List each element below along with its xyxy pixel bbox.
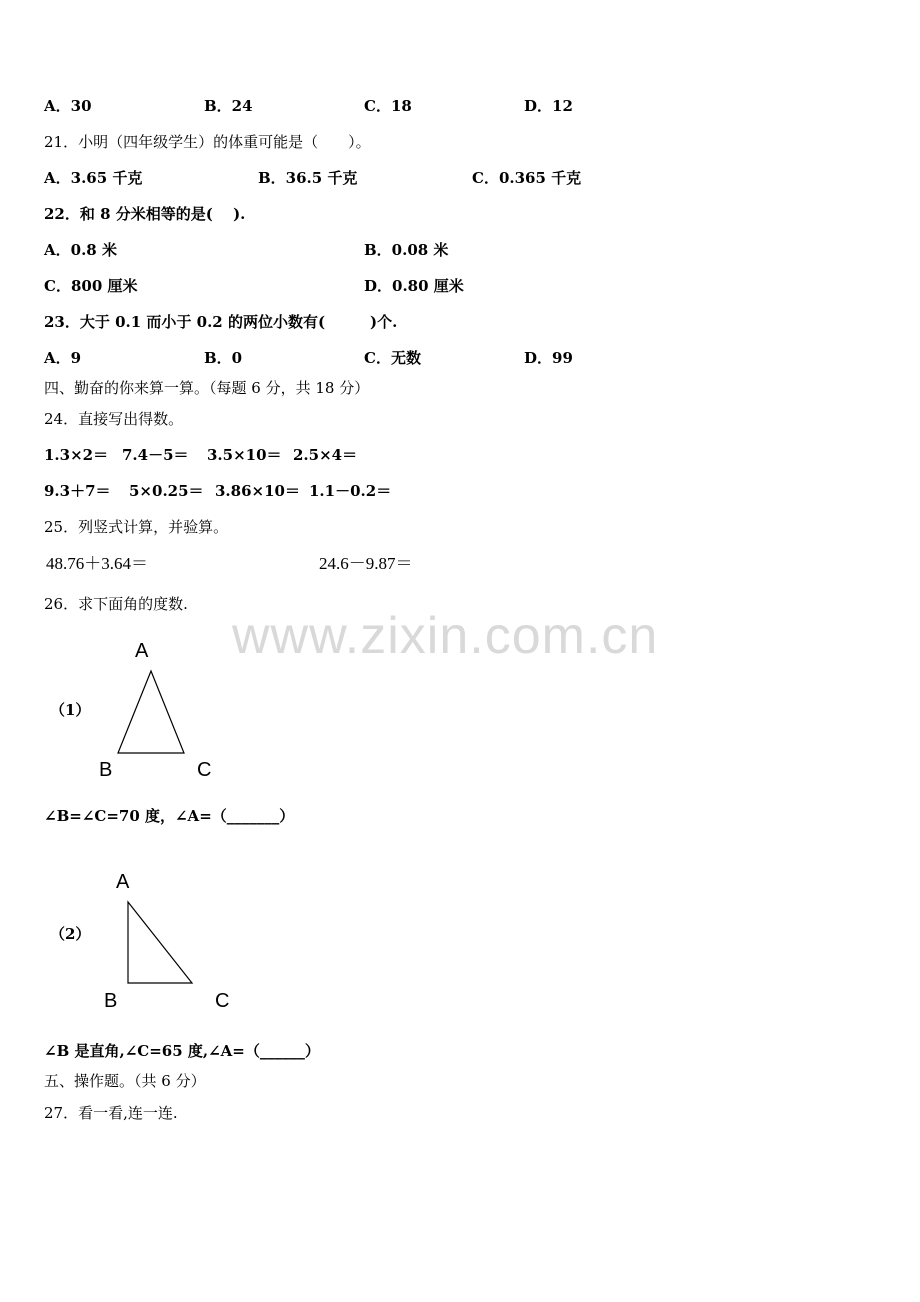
q23-option-b: B．0 xyxy=(204,349,243,367)
triangle-1-vertex-c: C xyxy=(197,759,212,781)
q24-r1-item4: 2.5×4＝ xyxy=(293,446,358,464)
triangle-1-vertex-a: A xyxy=(135,640,149,662)
q22-option-a: A．0.8 米 xyxy=(44,241,117,259)
triangle-2-vertex-c: C xyxy=(215,990,230,1012)
triangle-1-vertex-b: B xyxy=(99,759,113,781)
q26-part1-label: （1） xyxy=(50,701,91,719)
triangle-2-vertex-a: A xyxy=(116,871,130,893)
q20-option-b: B．24 xyxy=(204,97,253,115)
triangle-figure-1 xyxy=(90,636,230,786)
q26-part2-label: （2） xyxy=(50,925,91,943)
q27-stem: 27．看一看,连一连. xyxy=(44,1104,178,1122)
q22-option-d: D．0.80 厘米 xyxy=(364,277,464,295)
triangle-2-vertex-b: B xyxy=(104,990,118,1012)
q25-equation-2: 24.6－9.87＝ xyxy=(319,554,413,573)
q23-option-d: D．99 xyxy=(524,349,573,367)
q26-part1-question: ∠B=∠C=70 度，∠A=（_______） xyxy=(44,807,295,825)
section-4-heading: 四、勤奋的你来算一算。（每题 6 分，共 18 分） xyxy=(44,379,370,397)
triangle-1-shape xyxy=(118,671,184,753)
q21-option-c: C．0.365 千克 xyxy=(472,169,582,187)
q22-option-b: B．0.08 米 xyxy=(364,241,449,259)
q23-stem: 23．大于 0.1 而小于 0.2 的两位小数有( )个. xyxy=(44,313,398,331)
q21-stem: 21．小明（四年级学生）的体重可能是（ ）。 xyxy=(44,133,371,151)
q25-equation-1: 48.76＋3.64＝ xyxy=(46,554,148,573)
q26-part2-question: ∠B 是直角,∠C=65 度,∠A=（______） xyxy=(44,1042,320,1060)
q26-stem: 26．求下面角的度数. xyxy=(44,595,188,613)
q24-r1-item2: 7.4－5＝ xyxy=(122,446,189,464)
q21-option-b: B．36.5 千克 xyxy=(258,169,358,187)
q22-stem: 22．和 8 分米相等的是( ). xyxy=(44,205,246,223)
triangle-2-shape xyxy=(128,902,192,983)
q24-r2-item2: 5×0.25＝ xyxy=(129,482,204,500)
q20-option-a: A．30 xyxy=(44,97,92,115)
q23-option-a: A．9 xyxy=(44,349,82,367)
q24-r2-item4: 1.1－0.2＝ xyxy=(309,482,392,500)
q24-r2-item1: 9.3＋7＝ xyxy=(44,482,111,500)
q24-stem: 24．直接写出得数。 xyxy=(44,410,184,428)
q21-option-a: A．3.65 千克 xyxy=(44,169,143,187)
q25-stem: 25．列竖式计算，并验算。 xyxy=(44,518,229,536)
q24-r1-item1: 1.3×2＝ xyxy=(44,446,109,464)
q23-option-c: C．无数 xyxy=(364,349,421,367)
q24-r2-item3: 3.86×10＝ xyxy=(215,482,300,500)
q22-option-c: C．800 厘米 xyxy=(44,277,138,295)
section-5-heading: 五、操作题。（共 6 分） xyxy=(44,1072,206,1090)
q20-option-c: C．18 xyxy=(364,97,412,115)
triangle-figure-2 xyxy=(95,866,245,1016)
q20-option-d: D．12 xyxy=(524,97,573,115)
watermark: www.zixin.com.cn xyxy=(232,607,659,665)
q24-r1-item3: 3.5×10＝ xyxy=(207,446,282,464)
